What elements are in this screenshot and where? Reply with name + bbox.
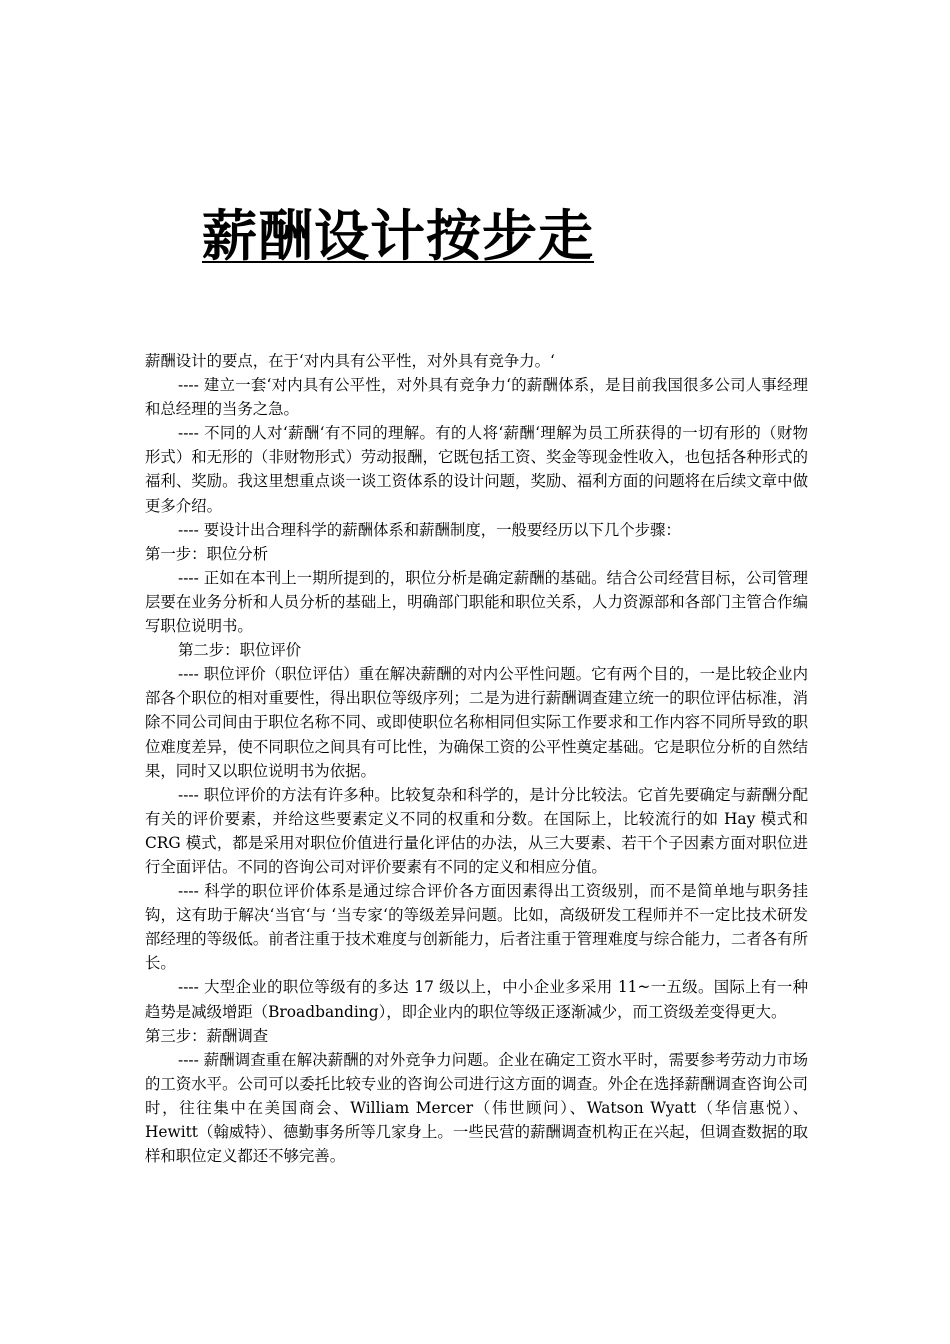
body-paragraph: ---- 大型企业的职位等级有的多达 17 级以上，中小企业多采用 11~一五级。国际上有一种趋势是减级增距（Broadbanding），即企业内的职位等级正逐渐减少，而工资级差变得更大。	[145, 978, 808, 1021]
document-body	[145, 349, 808, 1168]
document-title: 薪酬设计按步走	[202, 204, 595, 268]
body-paragraph: ---- 职位评价（职位评估）重在解决薪酬的对内公平性问题。它有两个目的，一是比较企业内部各个职位的相对重要性，得出职位等级序列；二是为进行薪酬调查建立统一的职位评估标准，消除不同公司间由于职位名称不同、或即使职位名称相同但实际工作要求和工作内容不同所导致的职位难度差异，使不同职位之间具有可比性，为确保工资的公平性奠定基础。它是职位分析的自然结果，同时又以职位说明书为依据。	[145, 665, 808, 780]
body-paragraph: ---- 建立一套‘对内具有公平性，对外具有竞争力‘的薪酬体系，是目前我国很多公司人事经理和总经理的当务之急。	[145, 376, 808, 419]
body-paragraph: ---- 正如在本刊上一期所提到的，职位分析是确定薪酬的基础。结合公司经营目标，公司管理层要在业务分析和人员分析的基础上，明确部门职能和职位关系，人力资源部和各部门主管合作编写职位说明书。	[145, 568, 808, 636]
body-paragraph: ---- 薪酬调查重在解决薪酬的对外竞争力问题。企业在确定工资水平时，需要参考劳动力市场的工资水平。公司可以委托比较专业的咨询公司进行这方面的调查。外企在选择薪酬调查咨询公司时，往往集中在美国商会、William Mercer（伟世顾问）、Watson Wyatt（华信惠悦）、Hewitt（翰威特）、德勤事务所等几家身上。一些民营的薪酬调查机构正在兴起，但调查数据的取样和职位定义都还不够完善。	[145, 1050, 808, 1166]
body-paragraph: 第一步：职位分析	[145, 544, 269, 563]
body-paragraph: ---- 要设计出合理科学的薪酬体系和薪酬制度，一般要经历以下几个步骤：	[178, 520, 681, 539]
body-paragraph: 第二步：职位评价	[178, 641, 302, 660]
body-paragraph: ---- 职位评价的方法有许多种。比较复杂和科学的，是计分比较法。它首先要确定与薪酬分配有关的评价要素，并给这些要素定义不同的权重和分数。在国际上，比较流行的如 Hay 模式和 CRG 模式，都是采用对职位价值进行量化评估的办法，从三大要素、若干个子因素方面对职位进行全面评估。不同的咨询公司对评价要素有不同的定义和相应分值。	[145, 785, 808, 876]
body-paragraph: ---- 不同的人对‘薪酬‘有不同的理解。有的人将‘薪酬‘理解为员工所获得的一切有形的（财物形式）和无形的（非财物形式）劳动报酬，它既包括工资、奖金等现金性收入，也包括各种形式的福利、奖励。我这里想重点谈一谈工资体系的设计问题，奖励、福利方面的问题将在后续文章中做更多介绍。	[145, 424, 808, 515]
body-paragraph: 第三步：薪酬调查	[145, 1026, 269, 1045]
body-paragraph: ---- 科学的职位评价体系是通过综合评价各方面因素得出工资级别，而不是简单地与职务挂钩，这有助于解决‘当官‘与 ‘当专家‘的等级差异问题。比如，高级研发工程师并不一定比技术研发部经理的等级低。前者注重于技术难度与创新能力，后者注重于管理难度与综合能力，二者各有所长。	[145, 882, 808, 973]
body-paragraph: 薪酬设计的要点，在于‘对内具有公平性，对外具有竞争力。‘	[145, 352, 555, 370]
